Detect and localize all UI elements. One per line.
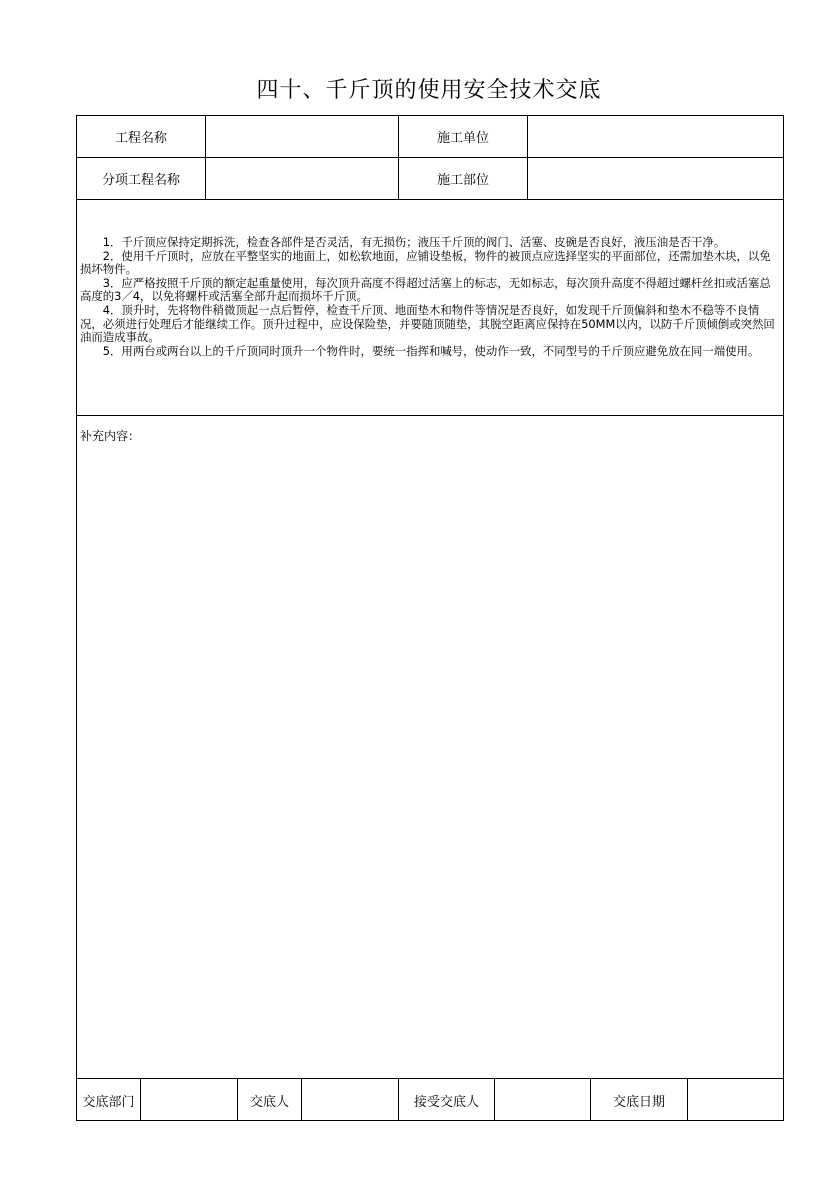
disclosure-form (76, 115, 784, 1121)
construction-unit-field[interactable] (528, 116, 783, 157)
receiver-field[interactable] (495, 1079, 590, 1121)
disclosure-dept-label: 交底部门 (82, 1094, 135, 1110)
content-item-3: 3．应严格按照千斤顶的额定起重量使用，每次顶升高度不得超过活塞上的标志，无如标志，每次顶升高度不得超过螺杆丝扣或活塞总高度的3／4，以免将螺杆或活塞全部升起而损坏千斤顶。 (80, 275, 771, 304)
disclosure-person-label: 交底人 (249, 1094, 289, 1110)
disclosure-date-field[interactable] (688, 1079, 783, 1121)
construction-unit-label: 施工单位 (436, 131, 489, 146)
row-divider (77, 415, 783, 416)
supplement-field[interactable] (80, 448, 780, 1076)
disclosure-date-label: 交底日期 (612, 1094, 665, 1110)
disclosure-dept-field[interactable] (141, 1079, 237, 1121)
receiver-label: 接受交底人 (413, 1094, 479, 1110)
sub-project-label: 分项工程名称 (101, 173, 180, 188)
project-name-field[interactable] (206, 116, 398, 157)
construction-location-field[interactable] (528, 158, 783, 199)
safety-content (80, 236, 780, 358)
disclosure-person-field[interactable] (302, 1079, 398, 1121)
content-item-1: 1．千斤顶应保持定期拆洗，检查各部件是否灵活，有无损伤；液压千斤顶的阀门、活塞、皮碗是否良好，液压油是否干净。 (102, 235, 726, 249)
content-item-5: 5．用两台或两台以上的千斤顶同时顶升一个物件时，要统一指挥和喊号，使动作一致，不同型号的千斤顶应避免放在同一端使用。 (102, 343, 760, 358)
row-divider (77, 199, 783, 200)
document-title: 四十、千斤顶的使用安全技术交底 (256, 78, 602, 103)
project-name-label: 工程名称 (114, 131, 167, 146)
supplement-label: 补充内容： (80, 429, 141, 443)
sub-project-field[interactable] (206, 158, 398, 199)
construction-location-label: 施工部位 (436, 173, 489, 188)
content-item-4: 4．顶升时，先将物件稍微顶起一点后暂停，检查千斤顶、地面垫木和物件等情况是否良好，如发现千斤顶偏斜和垫木不稳等不良情况，必须进行处理后才能继续工作。顶升过程中，应设保险垫，并要随顶随垫，其脱空距离应保持在50MM以内，以防千斤顶倾倒或突然回油而造成事故。 (80, 302, 775, 345)
content-item-2: 2．使用千斤顶时，应放在平整坚实的地面上，如松软地面，应铺设垫板，物件的被顶点应选择坚实的平面部位，还需加垫木块，以免损坏物件。 (80, 248, 771, 277)
